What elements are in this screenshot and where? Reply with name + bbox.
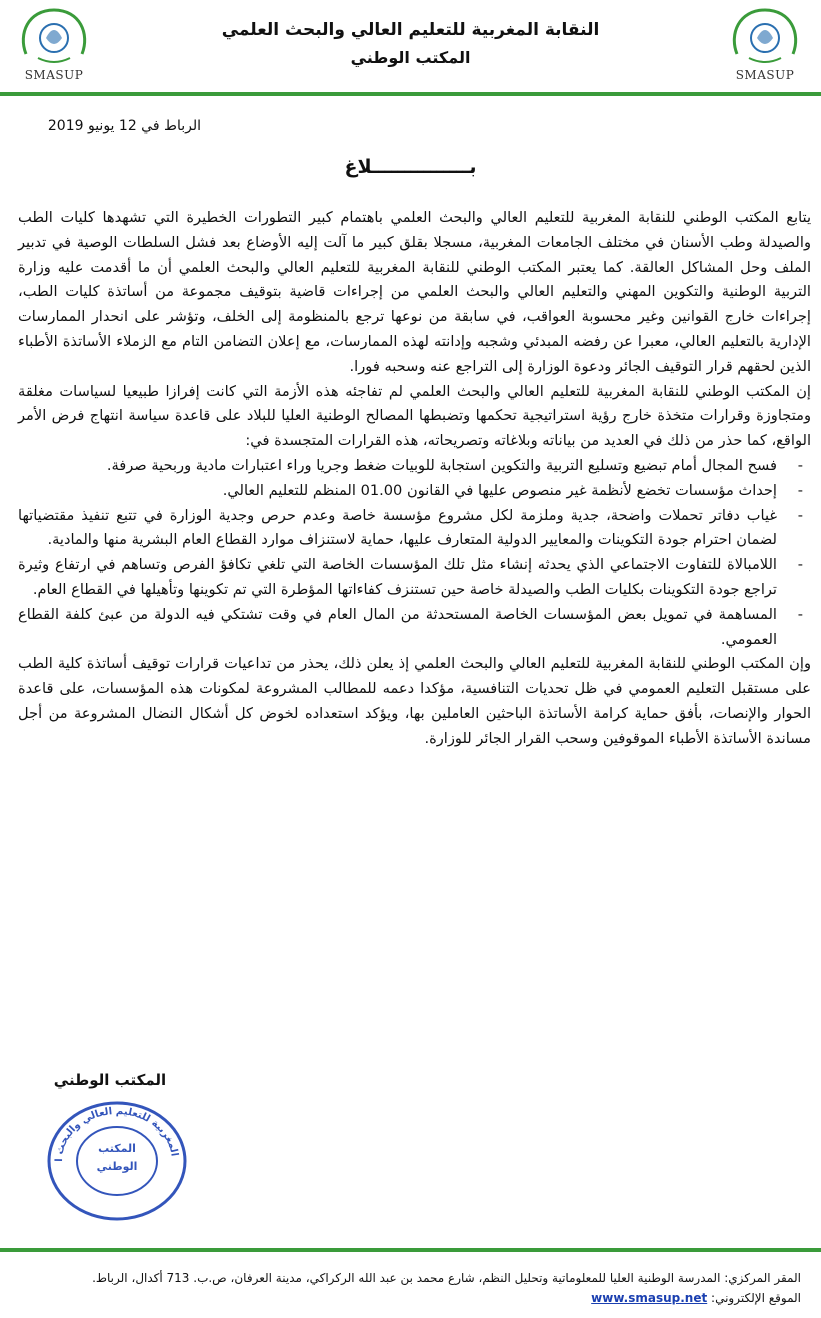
header-divider (0, 92, 821, 96)
list-dash: - (797, 506, 803, 524)
office-name: المكتب الوطني (350, 48, 471, 67)
list-item-text: غياب دفاتر تحملات واضحة، جدية وملزمة لكل مشروع مؤسسة خاصة وعدم حرص وجدية الوزارة في تتبع تنفيذ مقتضياتها لضمان احترام جودة التكوينات والمعايير الدولية المتعارف عليها، حماية لاستنزاف موارد القطاع العام البشرية منها والمادية. (18, 506, 777, 549)
list-item (18, 454, 811, 479)
document-date: الرباط في 12 يونيو 2019 (47, 118, 201, 134)
stamp-center-line1: المكتب (98, 1142, 136, 1155)
stamp-ring-text: المغربية للتعليم العالي والبحث ا (53, 1105, 180, 1162)
paragraph: إن المكتب الوطني للنقابة المغربية للتعليم العالي والبحث العلمي لم تفاجئه هذه الأزمة التي كانت إفرازا طبيعيا لسياسات مغلقة ومتجاوزة وقرارات متخذة خارج رؤية استراتيجية تحكمها وتضبطها المصالح الوطنية العليا للبلاد على قاعدة سياسة انتهاج فرض الأمر الواقع، كما حذر من ذلك في العديد من بياناته وبلاغاته وتصريحاته، هذه القرارات المتجسدة في: (18, 382, 811, 450)
paragraph: يتابع المكتب الوطني للنقابة المغربية للتعليم العالي والبحث العلمي باهتمام كبير التطورات الخطيرة التي تشهدها كليات الطب والصيدلة وطب الأسنان في مختلف الجامعات المغربية، مسجلا بقلق كبير ما آلت إليه الأوضاع بعد فشل السلطات الوصية في تدبير الملف وحل المشاكل العالقة. كما يعتبر المكتب الوطني للنقابة المغربية للتعليم العالي والبحث العلمي أن ما أقدمت عليه وزارة التربية الوطنية والتكوين المهني والتعليم العالي والبحث العلمي من إجراءات قاضية بتوقيف مجموعة من أساتذة كليات الطب، إجراءات خارج القوانين وغير محسوبة العواقب، في سابقة من نوعها ترجع بالمنظومة إلى الخلف، وتؤشر على انحدار الممارسات الإدارية بالتعليم العالي، معبرا عن رفضه المبدئي وشجبه وإدانته لهذه الممارسات، مع إعلان التضامن التام مع الزملاء الأساتذة الأطباء الذين لحقهم قرار التوقيف الجائر ودعوة الوزارة إلى التراجع عنه وسحبه فورا. (18, 209, 811, 375)
footer-divider (0, 1248, 821, 1252)
footer-address: المقر المركزي: المدرسة الوطنية العليا للمعلوماتية وتحليل النظم، شارع محمد بن عبد الله الركراكي، مدينة العرفان، ص.ب. 713 أكدال، الرباط. (92, 1271, 801, 1285)
stamp-center-line2: الوطني (96, 1160, 138, 1173)
official-stamp (42, 1096, 192, 1226)
website-link[interactable]: www.smasup.net (591, 1291, 708, 1305)
logo-wordmark: SMASUP (24, 68, 84, 82)
list-item-text: إحداث مؤسسات تخضع لأنظمة غير منصوص عليها في القانون 01.00 المنظم للتعليم العالي. (222, 481, 777, 499)
document-body (18, 206, 811, 752)
footer (11, 1268, 801, 1308)
footer-website-label: الموقع الإلكتروني: (711, 1291, 801, 1305)
list-item-text: اللامبالاة للتفاوت الاجتماعي الذي يحدثه إنشاء مثل تلك المؤسسات الخاصة التي تلغي تكافؤ الفرص وتساهم في ارتفاع وثيرة تراجع جودة التكوينات بكليات الطب والصيدلة خاصة حين تستنزف كفاءاتها المؤطرة التي تم تكوينها وتأهيلها في القطاع العام. (18, 556, 777, 598)
union-logo-right (719, 4, 811, 84)
list-dash: - (797, 605, 803, 623)
letterhead (0, 0, 821, 92)
list-item (18, 479, 811, 504)
list-dash: - (797, 481, 803, 499)
list-item (18, 553, 811, 603)
footer-website-row (11, 1288, 801, 1308)
logo-wordmark: SMASUP (735, 68, 795, 82)
union-logo-left (8, 4, 100, 84)
list-dash: - (797, 456, 803, 474)
list-item-text: المساهمة في تمويل بعض المؤسسات الخاصة المستحدثة من المال العام في وقت تشتكي فيه الدولة من عبئ كلفة القطاع العمومي. (18, 605, 777, 648)
notice-title: بـــــــــــــــلاغ (344, 156, 477, 178)
decisions-list (18, 454, 811, 652)
list-item (18, 603, 811, 653)
list-dash: - (797, 556, 803, 574)
closing-paragraph: وإن المكتب الوطني للنقابة المغربية للتعليم العالي والبحث العلمي إذ يعلن ذلك، يحذر من تداعيات قرارات توقيف أساتذة كلية الطب على مستقبل التعليم العمومي في ظل تحديات التنافسية، مؤكدا دعمه للمطالب المشروعة لمكونات هذه المؤسسات، على قاعدة الحوار والإنصات، بأفق حماية كرامة الأساتذة الباحثين العاملين بها، ويؤكد استعداده لخوض كل أشكال النضال المشروعة من أجل مساندة الأساتذة الأطباء الموقوفين وسحب القرار الجائر للوزارة. (18, 655, 811, 747)
organization-name: النقابة المغربية للتعليم العالي والبحث العلمي (221, 20, 600, 40)
list-item-text: فسح المجال أمام تبضيع وتسليع التربية والتكوين استجابة للوبيات ضغط وجريا وراء اعتبارات مادية وربحية صرفة. (106, 456, 777, 474)
signature: المكتب الوطني (53, 1071, 167, 1089)
list-item (18, 504, 811, 554)
